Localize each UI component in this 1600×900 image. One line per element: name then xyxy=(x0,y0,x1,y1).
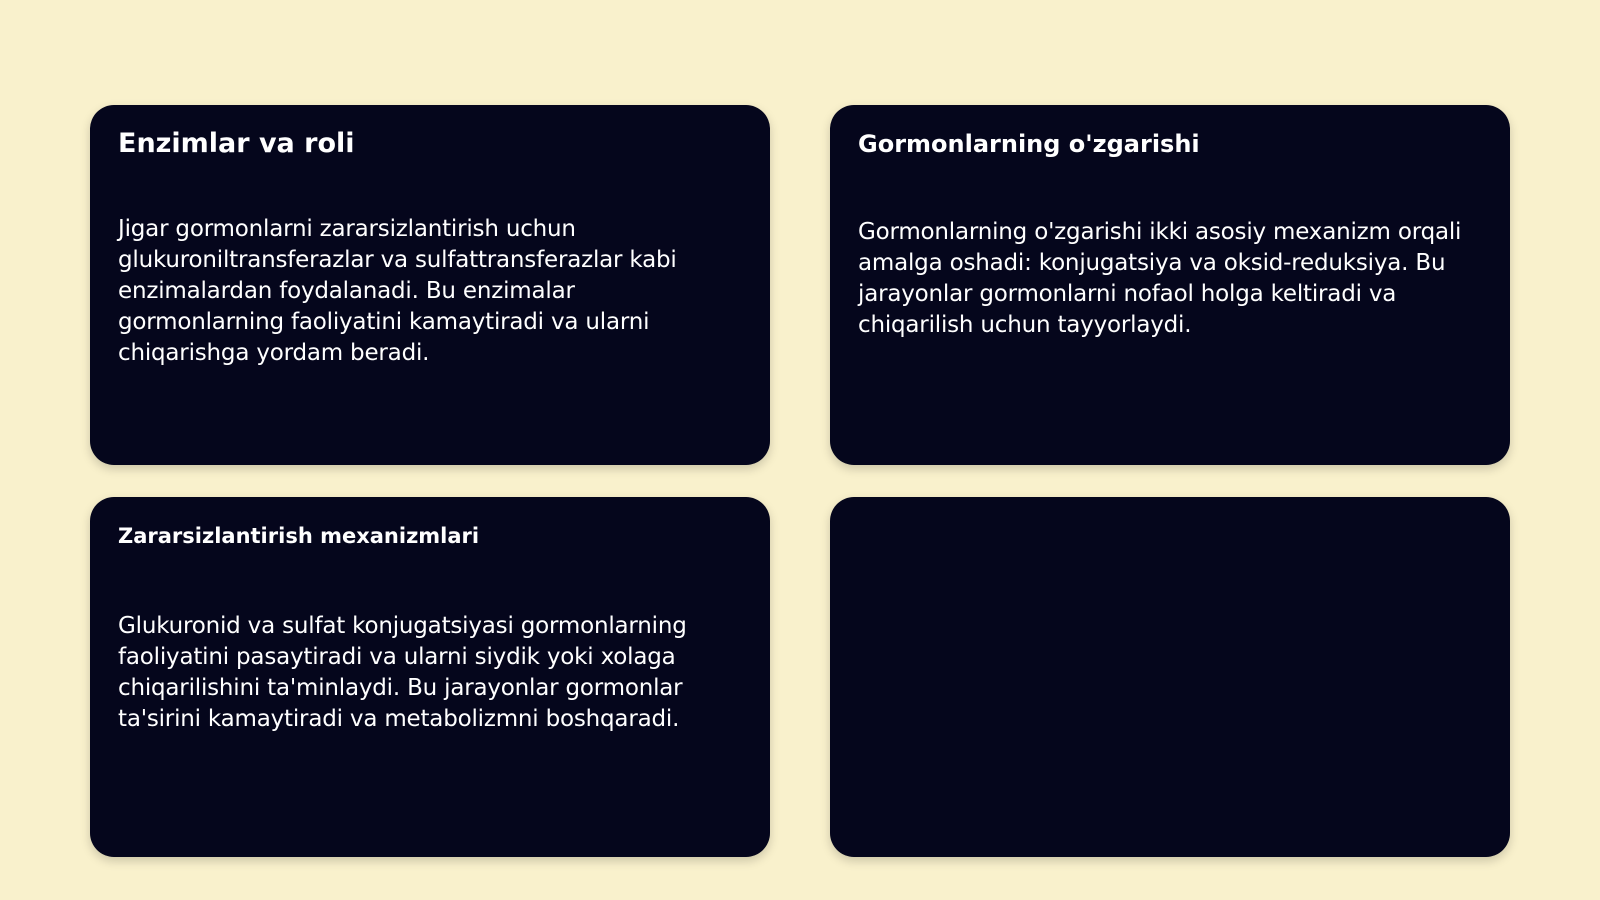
card-empty xyxy=(830,497,1510,857)
card-body: Glukuronid va sulfat konjugatsiyasi gormonlarning faoliyatini pasaytiradi va ularni siydik yoki xolaga chiqarilishini ta'minlaydi. Bu jarayonlar gormonlar ta'sirini kamaytiradi va metabolizmni boshqaradi. xyxy=(118,613,687,733)
card-body: Gormonlarning o'zgarishi ikki asosiy mexanizm orqali amalga oshadi: konjugatsiya va oksid-reduksiya. Bu jarayonlar gormonlarni nofaol holga keltiradi va chiqarilish uchun tayyorlaydi. xyxy=(858,219,1462,338)
card-body: Jigar gormonlarni zararsizlantirish uchun glukuroniltransferazlar va sulfattransferazlar kabi enzimalardan foydalanadi. Bu enzimalar gormonlarning faoliyatini kamaytiradi va ularni chiqarishga yordam beradi. xyxy=(118,215,677,366)
card-title: Zararsizlantirish mexanizmlari xyxy=(118,524,480,548)
card-title: Gormonlarning o'zgarishi xyxy=(858,130,1200,158)
card-enzymes xyxy=(90,105,770,465)
card-detox-mechanisms xyxy=(90,497,770,857)
card-hormone-changes xyxy=(830,105,1510,465)
card-title: Enzimlar va roli xyxy=(118,128,355,159)
